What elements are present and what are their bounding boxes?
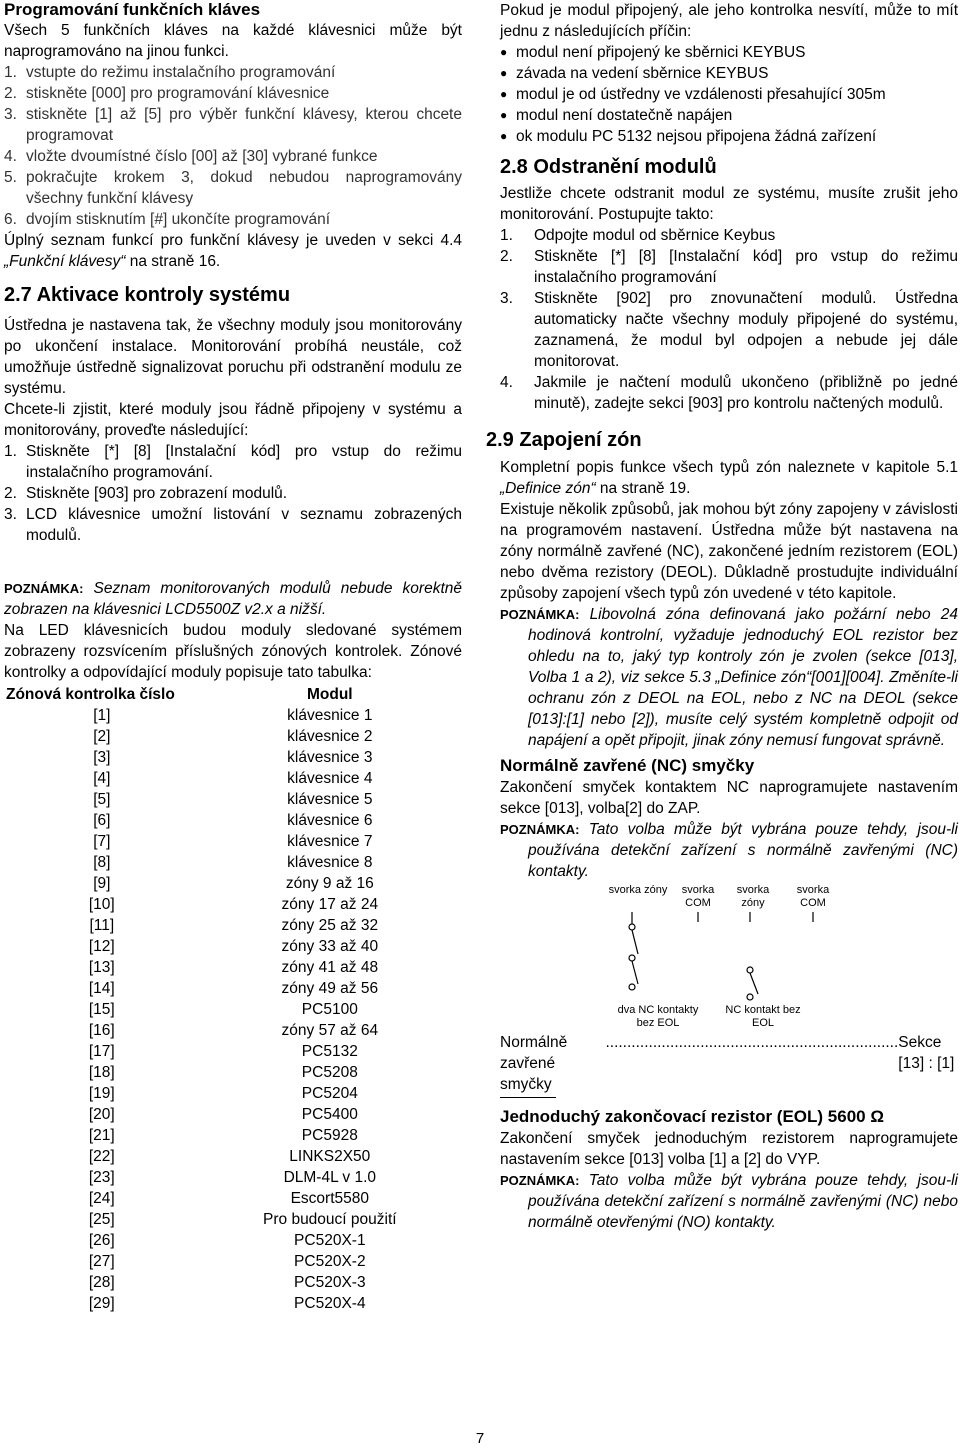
table-row [6,1146,462,1167]
zone-cell: [14] [88,980,115,997]
cause-list [500,42,958,147]
zone-cell: [27] [88,1253,115,1270]
left-column [4,0,462,1314]
zone-cell: [17] [88,1043,115,1060]
function-key-steps [4,62,462,230]
module-cell: zóny 33 až 40 [281,938,379,955]
list-item [500,288,958,372]
list-item [500,63,958,84]
terminal [629,955,635,961]
step-text: LCD klávesnice umožní listování v seznamu zobrazených modulů. [26,506,462,544]
eol-paragraph: Zakončení smyček jednoduchým rezistorem naprogramujete nastavením sekce [013] volba [1] a [2] do VYP. [500,1130,958,1168]
module-cell: klávesnice 8 [287,854,373,871]
terminal [747,967,753,973]
module-cell: klávesnice 5 [287,791,373,808]
module-cell: klávesnice 4 [287,770,373,787]
nc-wiring-diagram [588,882,888,1032]
module-cell: zóny 57 až 64 [281,1022,379,1039]
section-title-function-keys: Programování funkčních kláves [4,0,261,19]
module-cell: PC520X-4 [294,1295,366,1312]
table-row [6,957,462,978]
section-title-2-8: 2.8 Odstranění modulů [500,156,717,178]
diagram-label-com-2: svorka COM [796,884,830,909]
zone-cell: [23] [88,1169,115,1186]
list-item [4,167,462,209]
bullet-text: modul není dostatečně napájen [516,107,733,124]
bullet-text: závada na vedení sběrnice KEYBUS [516,65,769,82]
table-row [6,726,462,747]
zone-cell: [3] [93,749,111,766]
table-row [6,831,462,852]
module-cell: Pro budoucí použití [263,1211,397,1228]
module-cell: zóny 17 až 24 [281,896,379,913]
step-text: vložte dvoumístné číslo [00] až [30] vybrané funkce [26,148,378,165]
zone-cell: [16] [88,1022,115,1039]
bullet-text: modul není připojený ke sběrnici KEYBUS [516,44,806,61]
table-row [6,705,462,726]
zone-cell: [5] [93,791,111,808]
list-item [500,105,958,126]
terminal [629,984,635,990]
module-connected-paragraph: Pokud je modul připojený, ale jeho kontrolka nesvítí, může to mít jednu z následujících příčin: [500,2,958,40]
step-text: stiskněte [000] pro programování klávesnice [26,85,330,102]
module-cell: klávesnice 2 [287,728,373,745]
zone-cell: [25] [88,1211,115,1228]
table-row [6,747,462,768]
list-item [4,62,462,83]
section-title-eol: Jednoduchý zakončovací rezistor (EOL) 5600 Ω [500,1107,884,1126]
table-row [6,810,462,831]
table-row [6,1020,462,1041]
s29-paragraph-2: Existuje několik způsobů, jak mohou být zóny zapojeny v závislosti na programovém nastavení. Ústředna může být nastavena na zóny normálně zavřené (NC), zakončené jedním rezistorem (EOL) nebo dvěma rezistory (DEOL). Důkladně prostudujte individuální způsoby zapojení všech typů zón uvedené v této kapitole. [500,501,958,602]
zone-cell: [24] [88,1190,115,1207]
step-number: 3. [4,106,17,123]
zone-cell: [8] [93,854,111,871]
module-cell: zóny 25 až 32 [281,917,379,934]
step-number: 1. [4,64,17,81]
zone-module-table [6,683,462,1314]
module-cell: PC5400 [301,1106,358,1123]
table-row [6,936,462,957]
terminal [629,924,635,930]
section-title-2-7: 2.7 Aktivace kontroly systému [4,284,291,306]
s27-paragraph-1: Ústředna je nastavena tak, že všechny moduly jsou monitorovány po ukončení instalace. Monitorování probíhá neustále, což umožňuje ústředně signalizovat poruchu při odstranění modulu ze systému. [4,317,462,397]
zone-cell: [4] [93,770,111,787]
contact-switch [632,930,638,954]
step-text: pokračujte krokem 3, dokud nebudou naprogramovány všechny funkční klávesy [26,169,462,207]
table-row [6,789,462,810]
step-text: Stiskněte [*] [8] [Instalační kód] pro vstup do režimu instalačního programování. [26,443,462,481]
list-item [500,126,958,147]
zone-cell: [22] [88,1148,115,1165]
nc-section-reference: Normálně zavřené smyčky .................................................................... Sekce [13] : [1] [500,1034,955,1093]
table-row [6,852,462,873]
step-number: 2. [4,85,17,102]
module-cell: PC520X-2 [294,1253,366,1270]
list-item [4,83,462,104]
full-list-paragraph: Úplný seznam funkcí pro funkční klávesy je uveden v sekci 4.4 „Funkční klávesy“ na straně 16. [4,232,462,270]
note-eol: POZNÁMKA: Tato volba může být vybrána pouze tehdy, jsou-li používána detekční zařízení s normálně zavřenými (NC) nebo normálně otevřenými (NO) kontakty. [500,1172,958,1231]
contact-switch [750,973,758,994]
s27-paragraph-2: Chcete-li zjistit, které moduly jsou řádně připojeny v systému a monitorovány, proveďte následující: [4,401,462,439]
contact-switch [632,961,638,984]
module-cell: PC5208 [301,1064,358,1081]
table-row [6,1293,462,1314]
module-cell: klávesnice 3 [287,749,373,766]
list-item [4,441,462,483]
step-number: 3. [500,290,513,307]
zone-cell: [13] [88,959,115,976]
list-item [4,504,462,546]
zone-cell: [6] [93,812,111,829]
step-text: vstupte do režimu instalačního programování [26,64,336,81]
step-number: 1. [500,227,513,244]
led-paragraph: Na LED klávesnicích budou moduly sledované systémem zobrazeny rozsvícením příslušných zónových kontrolek. Zónové kontrolky a odpovídající moduly popisuje tato tabulka: [4,622,462,681]
list-item [500,246,958,288]
zone-cell: [12] [88,938,115,955]
module-cell: zóny 49 až 56 [281,980,379,997]
table-row [6,1167,462,1188]
zone-cell: [18] [88,1064,115,1081]
step-number: 6. [4,211,17,228]
zone-cell: [28] [88,1274,115,1291]
diagram-label-zone-1: svorka zóny [608,884,668,896]
zone-cell: [20] [88,1106,115,1123]
table-row [6,1188,462,1209]
table-row [6,978,462,999]
table-row [6,999,462,1020]
module-cell: klávesnice 6 [287,812,373,829]
module-cell: zóny 9 až 16 [285,875,374,892]
bullet-icon: ● [500,108,508,122]
diagram-label-com-1: svorka COM [681,884,715,909]
step-number: 5. [4,169,17,186]
table-row [6,1125,462,1146]
zone-cell: [11] [89,917,115,934]
list-item [4,146,462,167]
bullet-text: modul je od ústředny ve vzdálenosti přesahující 305m [516,86,886,103]
zone-cell: [1] [93,707,111,724]
table-row [6,1230,462,1251]
zone-cell: [21] [88,1127,115,1144]
right-column [486,0,958,1233]
table-header-module: Modul [306,685,353,703]
step-text: dvojím stisknutím [#] ukončíte programování [26,211,331,228]
table-header-zone: Zónová kontrolka číslo [6,685,175,703]
bullet-icon: ● [500,87,508,101]
bullet-icon: ● [500,66,508,80]
list-item [500,84,958,105]
table-row [6,1083,462,1104]
s28-steps [500,225,958,414]
module-cell: Escort5580 [290,1190,370,1207]
step-number: 1. [4,443,17,460]
zone-cell: [26] [88,1232,115,1249]
list-item [500,42,958,63]
diagram-caption-one-nc: NC kontakt bez EOL [725,1004,801,1029]
diagram-label-zone-2: svorka zóny [736,884,770,909]
list-item [4,104,462,146]
step-text: Odpojte modul od sběrnice Keybus [534,227,776,244]
table-row [6,1041,462,1062]
table-row [6,894,462,915]
module-cell: PC5928 [301,1127,358,1144]
section-title-nc-loops: Normálně zavřené (NC) smyčky [500,756,755,775]
table-row [6,1209,462,1230]
module-cell: PC5100 [301,1001,358,1018]
terminal [747,994,753,1000]
module-cell: PC5132 [301,1043,358,1060]
intro-paragraph: Všech 5 funkčních kláves na každé klávesnici může být naprogramováno na jinou funkci. [4,22,462,60]
table-row [6,873,462,894]
step-text: Stiskněte [902] pro znovunačtení modulů. Ústředna automaticky načte všechny moduly připojené do systému, zaznamená, že modul byl odpojen a nebude jej dále monitorovat. [534,290,958,370]
module-cell: PC5204 [301,1085,358,1102]
bullet-icon: ● [500,129,508,143]
module-cell: klávesnice 1 [287,707,373,724]
list-item [500,372,958,414]
step-number: 3. [4,506,17,523]
bullet-icon: ● [500,45,508,59]
zone-cell: [19] [88,1085,115,1102]
module-cell: klávesnice 7 [287,833,373,850]
step-number: 2. [4,485,17,502]
note-fire-zone: POZNÁMKA: Libovolná zóna definovaná jako požární nebo 24 hodinová kontrolní, vyžaduje jednoduchý EOL rezistor bez ohledu na to, jaký typ kontroly zón je zvolen (sekce [013], Volba 1 a 2), viz sekce 5.3 „Definice zón“[001][004]. Změníte-li ochranu zón z DEOL na EOL, nebo z NC na DEOL (sekce [013]:[1] nebo [2]), musíte celý systém kompletně odpojit od napájení a opět připojit, jinak zóny nemusí fungovat správně. [500,606,958,749]
table-row [6,768,462,789]
step-text: stiskněte [1] až [5] pro výběr funkční klávesy, kterou chcete programovat [26,106,462,144]
nc-paragraph: Zakončení smyček kontaktem NC naprogramujete nastavením sekce [013], volba[2] do ZAP. [500,779,958,817]
module-cell: LINKS2X50 [289,1148,371,1165]
s28-paragraph: Jestliže chcete odstranit modul ze systému, musíte zrušit jeho monitorování. Postupujte takto: [500,185,958,223]
note-nc-contacts: POZNÁMKA: Tato volba může být vybrána pouze tehdy, jsou-li používána detekční zařízení s normálně zavřenými (NC) kontakty. [500,821,958,880]
zone-cell: [29] [88,1295,115,1312]
step-number: 2. [500,248,513,265]
list-item [4,483,462,504]
table-row [6,1272,462,1293]
step-number: 4. [4,148,17,165]
zone-cell: [2] [93,728,111,745]
step-text: Jakmile je načtení modulů ukončeno (přibližně po jedné minutě), zadejte sekci [903] pro kontrolu načtených modulů. [534,374,958,412]
zone-cell: [7] [93,833,111,850]
table-row [6,1062,462,1083]
zone-cell: [10] [88,896,115,913]
note-monitored-modules: POZNÁMKA: Seznam monitorovaných modulů nebude korektně zobrazen na klávesnici LCD5500Z v2.x a nižší. [4,580,462,618]
module-cell: DLM-4L v 1.0 [283,1169,377,1186]
s29-paragraph-1: Kompletní popis funkce všech typů zón naleznete v kapitole 5.1 „Definice zón“ na straně 19. [500,459,958,497]
zone-cell: [15] [88,1001,115,1018]
diagram-caption-two-nc: dva NC kontakty bez EOL [617,1004,699,1029]
step-text: Stiskněte [*] [8] [Instalační kód] pro vstup do režimu instalačního programování [534,248,958,286]
step-text: Stiskněte [903] pro zobrazení modulů. [26,485,288,502]
bullet-text: ok modulu PC 5132 nejsou připojena žádná zařízení [516,128,877,145]
zone-cell: [9] [93,875,111,892]
list-item [4,209,462,230]
list-item [500,225,958,246]
table-row [6,915,462,936]
module-cell: PC520X-1 [294,1232,366,1249]
module-cell: PC520X-3 [294,1274,366,1291]
table-row [6,1104,462,1125]
step-number: 4. [500,374,513,391]
table-row [6,1251,462,1272]
s27-steps [4,441,462,546]
module-cell: zóny 41 až 48 [281,959,379,976]
page-number: 7 [475,1430,485,1447]
section-title-2-9: 2.9 Zapojení zón [486,429,642,451]
